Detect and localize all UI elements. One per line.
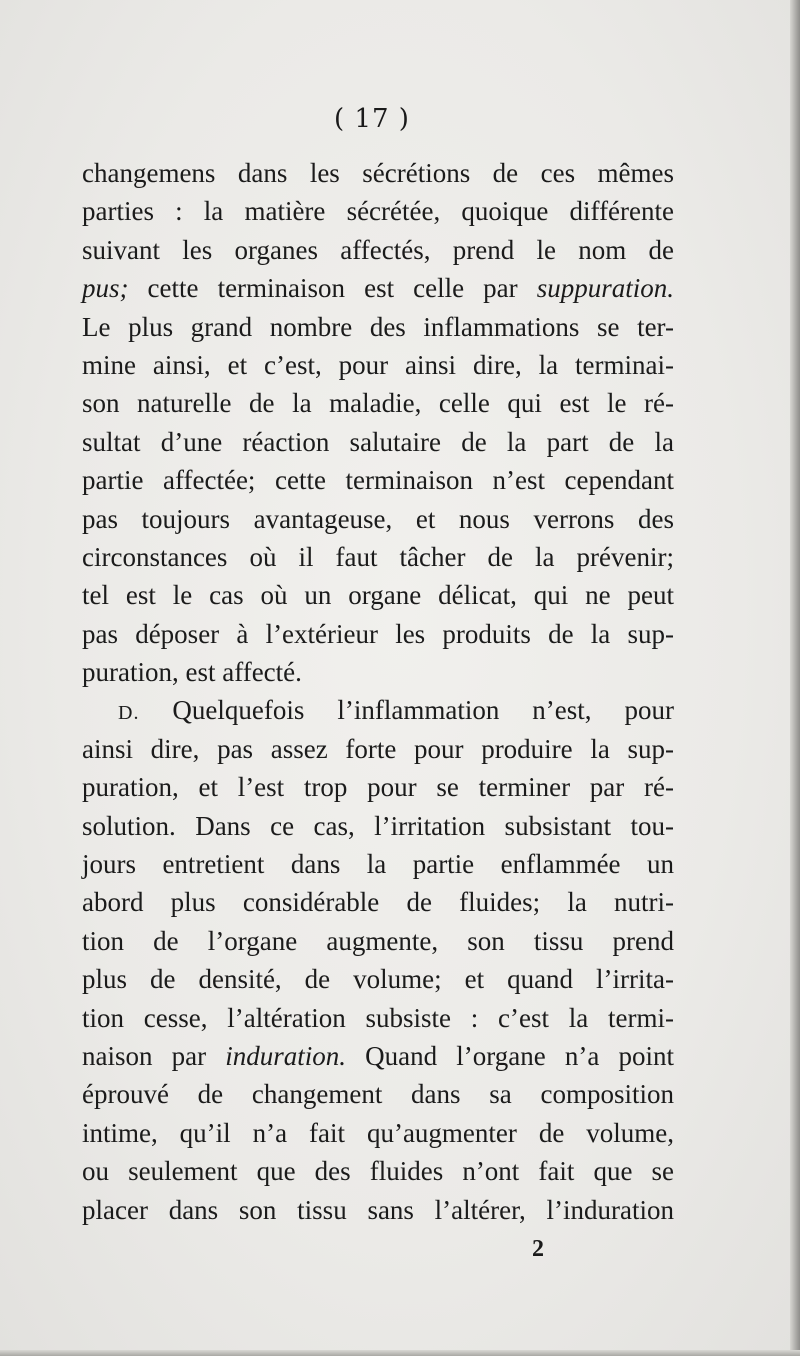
text-line: puration, est affecté. — [82, 657, 302, 688]
text-run: Quand l’organe n’a point — [346, 1040, 674, 1071]
text-line: ainsi dire, pas assez forte pour produire la sup- — [82, 733, 674, 764]
text-line: abord plus considérable de fluides; la nutri- — [82, 887, 674, 918]
text-line: mine ainsi, et c’est, pour ainsi dire, la terminai- — [82, 349, 674, 380]
text-line: sultat d’une réaction salutaire de la part de la — [82, 426, 674, 457]
text-line: Le plus grand nombre des inflammations se ter- — [82, 311, 674, 342]
italic-term: pus; — [82, 273, 129, 304]
signature-mark: 2 — [532, 1236, 544, 1262]
text-line: plus de densité, de volume; et quand l’irrita- — [82, 964, 674, 995]
text-line: éprouvé de changement dans sa composition — [82, 1079, 674, 1110]
body-text — [82, 154, 674, 1229]
page-edge-bottom — [0, 1350, 800, 1356]
text-line: tion de l’organe augmente, son tissu prend — [82, 925, 674, 956]
text-run: naison par — [82, 1040, 226, 1071]
italic-term: suppuration. — [536, 273, 674, 304]
text-line: placer dans son tissu sans l’altérer, l’induration — [82, 1194, 674, 1225]
section-marker: D. — [118, 702, 140, 725]
text-line: jours entretient dans la partie enflammée un — [82, 849, 674, 880]
text-line: puration, et l’est trop pour se terminer par ré- — [82, 772, 674, 803]
text-line — [82, 269, 674, 307]
text-run: cette terminaison est celle par — [128, 273, 537, 304]
text-run: Quelquefois l’inflammation n’est, pour — [139, 695, 674, 726]
text-line: intime, qu’il n’a fait qu’augmenter de volume, — [82, 1117, 674, 1148]
text-line — [82, 1037, 674, 1075]
page-edge-shadow — [790, 0, 800, 1356]
text-line: suivant les organes affectés, prend le nom de — [82, 234, 674, 265]
text-line — [82, 691, 674, 729]
italic-term: induration. — [225, 1040, 347, 1071]
text-line: parties : la matière sécrétée, quoique différente — [82, 196, 674, 227]
text-line: tel est le cas où un organe délicat, qui ne peut — [82, 580, 674, 611]
text-line: pas toujours avantageuse, et nous verrons des — [82, 503, 674, 534]
text-line: partie affectée; cette terminaison n’est cependant — [82, 465, 674, 496]
text-line: pas déposer à l’extérieur les produits de la sup- — [82, 618, 674, 649]
page-number: ( 17 ) — [334, 104, 410, 134]
text-line: circonstances où il faut tâcher de la prévenir; — [82, 541, 674, 572]
text-line: solution. Dans ce cas, l’irritation subsistant tou- — [82, 810, 674, 841]
text-line: ou seulement que des fluides n’ont fait que se — [82, 1156, 674, 1187]
text-line: tion cesse, l’altération subsiste : c’est la termi- — [82, 1002, 674, 1033]
text-line: changemens dans les sécrétions de ces mêmes — [82, 158, 674, 188]
text-line: son naturelle de la maladie, celle qui est le ré- — [82, 388, 674, 419]
